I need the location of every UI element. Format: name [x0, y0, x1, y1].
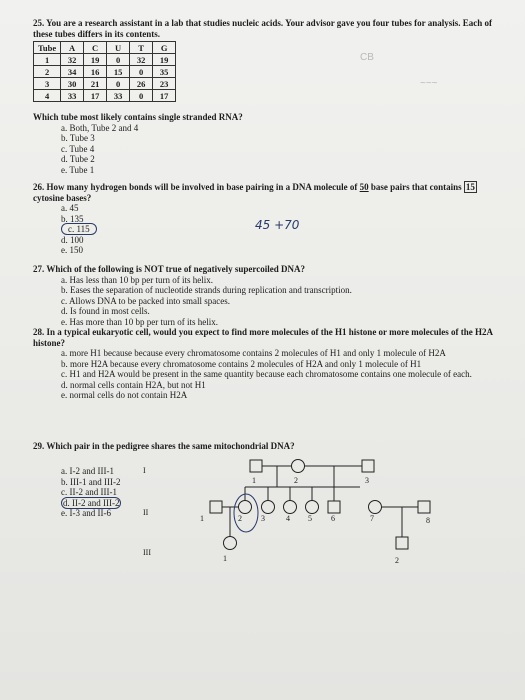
answer-option[interactable]: b. III-1 and III-2: [61, 476, 121, 487]
table-cell: 0: [130, 90, 153, 102]
pedigree-female: [284, 501, 297, 514]
pedigree-male: [328, 501, 340, 513]
answer-option[interactable]: b. Eases the separation of nucleotide strands during replication and transcription.: [61, 285, 352, 295]
question-28-stem: 28. In a typical eukaryotic cell, would you expect to find more molecules of the H1 histone or more molecules of the H2A histone?: [33, 327, 493, 348]
individual-number: 1: [223, 554, 227, 563]
individual-number: 1: [252, 476, 256, 485]
tube-contents-table: [33, 41, 176, 102]
question-27-stem: 27. Which of the following is NOT true of negatively supercoiled DNA?: [33, 264, 305, 274]
table-cell: 33: [107, 90, 130, 102]
pedigree-female: [369, 501, 382, 514]
table-header-cell: G: [153, 42, 176, 54]
table-cell: 33: [61, 90, 84, 102]
bleed-through-mark: CB: [360, 52, 374, 63]
table-cell: 17: [153, 90, 176, 102]
answer-option-circled[interactable]: d. II-2 and III-2: [63, 497, 120, 508]
answer-option[interactable]: a. Both, Tube 2 and 4: [61, 122, 139, 133]
question-25-stem: 25. You are a research assistant in a lab that studies nucleic acids. Your advisor gave you four tubes for analysis. Each of these tubes differs in its contents.: [33, 18, 492, 39]
table-cell: 32: [130, 54, 153, 66]
pedigree-female: [262, 501, 275, 514]
answer-option[interactable]: d. Is found in most cells.: [61, 306, 150, 316]
pedigree-female: [306, 501, 319, 514]
table-row: [34, 54, 176, 66]
table-cell: 1: [34, 54, 61, 66]
answer-option[interactable]: e. Has more than 10 bp per turn of its helix.: [61, 316, 218, 327]
answer-option[interactable]: e. 150: [61, 245, 83, 255]
question-26-stem: 26. How many hydrogen bonds will be involved in base pairing in a DNA molecule of 50 base pairs that contains 15 cytosine bases?: [33, 182, 475, 203]
answer-option[interactable]: c. Tube 4: [61, 143, 95, 154]
answer-option[interactable]: e. I-3 and II-6: [61, 508, 111, 518]
generation-label: III: [143, 548, 151, 557]
answer-option[interactable]: a. 45: [61, 203, 79, 213]
answer-option[interactable]: d. Tube 2: [61, 154, 95, 164]
table-header-cell: Tube: [34, 42, 61, 54]
answer-option[interactable]: b. 135: [61, 213, 84, 224]
table-cell: 17: [84, 90, 107, 102]
generation-label: II: [143, 508, 149, 517]
individual-number: 5: [308, 514, 312, 523]
answer-option[interactable]: d. 100: [61, 234, 84, 245]
question-27: [33, 264, 503, 327]
table-cell: 19: [153, 54, 176, 66]
pedigree-female: [224, 537, 237, 550]
bleed-through-mark: ~~~: [420, 78, 438, 89]
pedigree-male: [418, 501, 430, 513]
table-cell: 21: [84, 78, 107, 90]
table-cell: 23: [153, 78, 176, 90]
answer-option[interactable]: c. Allows DNA to be packed into small spaces.: [61, 295, 230, 306]
table-cell: 4: [34, 90, 61, 102]
pedigree-female: [239, 501, 252, 514]
individual-number: 2: [395, 556, 399, 565]
table-header-cell: T: [130, 42, 153, 54]
answer-option[interactable]: b. more H2A because every chromatosome contains 2 molecules of H2A and only 1 molecule of H1: [61, 358, 422, 369]
pedigree-male: [210, 501, 222, 513]
table-header-cell: C: [84, 42, 107, 54]
individual-number: 6: [331, 514, 335, 523]
table-header-row: [34, 42, 176, 54]
answer-option[interactable]: a. Has less than 10 bp per turn of its helix.: [61, 274, 213, 285]
table-cell: 2: [34, 66, 61, 78]
generation-label: I: [143, 466, 146, 475]
individual-number: 2: [294, 476, 298, 485]
pedigree-male: [250, 460, 262, 472]
table-cell: 35: [153, 66, 176, 78]
question-29-options: [33, 466, 193, 519]
table-row: [34, 90, 176, 102]
question-25-body: [33, 112, 503, 175]
pedigree-female: [292, 460, 305, 473]
table-cell: 0: [107, 54, 130, 66]
table-row: [34, 78, 176, 90]
question-25-prompt: Which tube most likely contains single stranded RNA?: [33, 112, 243, 122]
question-29-stem: 29. Which pair in the pedigree shares the same mitochondrial DNA?: [33, 441, 295, 451]
table-cell: 32: [61, 54, 84, 66]
individual-number: 4: [286, 514, 290, 523]
table-cell: 3: [34, 78, 61, 90]
table-cell: 0: [130, 66, 153, 78]
answer-option[interactable]: e. normal cells do not contain H2A: [61, 390, 188, 400]
answer-option[interactable]: a. I-2 and III-1: [61, 466, 114, 476]
answer-option[interactable]: d. normal cells contain H2A, but not H1: [61, 379, 206, 390]
pedigree-diagram: [143, 455, 440, 605]
answer-option[interactable]: c. II-2 and III-1: [61, 487, 117, 497]
handwritten-note: 45 +70: [255, 218, 300, 232]
table-cell: 26: [130, 78, 153, 90]
individual-number: 3: [261, 514, 265, 523]
pedigree-male: [362, 460, 374, 472]
individual-number: 2: [238, 514, 242, 523]
question-28: [33, 327, 495, 401]
table-cell: 15: [107, 66, 130, 78]
table-row: [34, 66, 176, 78]
individual-number: 3: [365, 476, 369, 485]
table-cell: 0: [107, 78, 130, 90]
individual-number: 7: [370, 514, 374, 523]
table-cell: 34: [61, 66, 84, 78]
table-header-cell: U: [107, 42, 130, 54]
table-header-cell: A: [61, 42, 84, 54]
individual-number: 1: [200, 514, 204, 523]
answer-option-circled[interactable]: c. 115: [33, 224, 503, 235]
table-cell: 16: [84, 66, 107, 78]
answer-option[interactable]: e. Tube 1: [61, 164, 95, 175]
answer-option[interactable]: a. more H1 because because every chromatosome contains 2 molecules of H1 and only 1 molecule of H2A: [61, 348, 446, 358]
answer-option[interactable]: b. Tube 3: [61, 133, 95, 143]
pedigree-male: [396, 537, 408, 549]
answer-option[interactable]: c. H1 and H2A would be present in the same quantity because each chromatosome contains one molecule of each.: [61, 369, 472, 379]
table-cell: 30: [61, 78, 84, 90]
table-cell: 19: [84, 54, 107, 66]
individual-number: 8: [426, 516, 430, 525]
